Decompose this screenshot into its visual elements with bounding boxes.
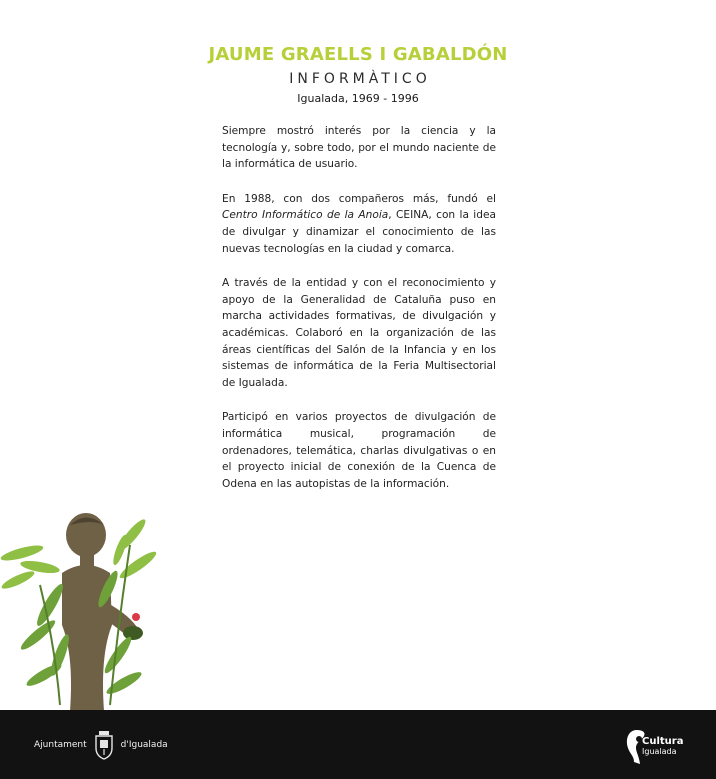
person-role: INFORMÀTICO: [289, 71, 431, 87]
person-name: JAUME GRAELLS I GABALDÓN: [208, 44, 508, 65]
statue-illustration: [0, 505, 160, 711]
cultura-line-2: Igualada: [642, 747, 677, 756]
footer: [0, 710, 716, 779]
city-crest-icon: [93, 730, 115, 760]
person-dates: Igualada, 1969 - 1996: [297, 92, 419, 105]
flower-icon: [132, 613, 140, 621]
paragraph-2-text-b: , CEINA, con la idea de divulgar y dinamizar el conocimiento de las nuevas tecnologías en la ciudad y comarca.: [222, 209, 496, 255]
ajuntament-label: Ajuntament: [34, 740, 87, 750]
cultura-text: [642, 737, 683, 757]
paragraph-4: Participó en varios proyectos de divulgación de informática musical, programación de ordenadores, telemática, charlas divulgativas o en el proyecto inicial de conexión de la Cuenca de Odena en las autopistas de la información.: [222, 411, 496, 490]
cultura-line-1: Cultura: [642, 736, 684, 747]
igualada-label: d'Igualada: [120, 740, 168, 750]
ajuntament-logo[interactable]: [34, 730, 168, 760]
statue-hand-object: [123, 626, 143, 640]
biography: [222, 123, 496, 510]
cultura-igualada-logo[interactable]: [624, 728, 694, 768]
paragraph-1: Siempre mostró interés por la ciencia y la tecnología y, sobre todo, por el mundo naciente de la informática de usuario.: [222, 125, 496, 171]
paragraph-2-text-a: En 1988, con dos compañeros más, fundó el: [222, 192, 496, 205]
paragraph-2-emphasis: Centro Informático de la Anoia: [222, 209, 389, 222]
paragraph-3: A través de la entidad y con el reconocimiento y apoyo de la Generalidad de Cataluña puso en marcha actividades formativas, de divulgación y académicas. Colaboró en la organización de las áreas científicas del Salón de la Infancia y en los sistemas de informática de la Feria Multisectorial de Igualada.: [222, 277, 496, 389]
paragraph-2: [222, 191, 496, 257]
